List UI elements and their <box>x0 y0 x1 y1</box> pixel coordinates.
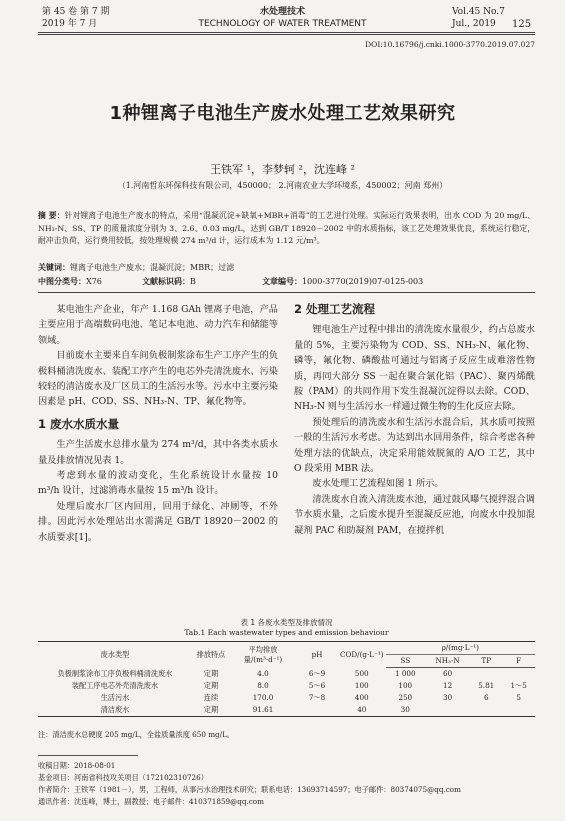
article-number-value: 1000-3770(2019)07-0125-003 <box>302 277 424 286</box>
section-2-paragraph-4: 清洗废水自流入清洗废水池，通过鼓风曝气搅拌混合调节水质水量，之后废水提升至混凝反应池，向废水中投加混凝剂 PAC 和助凝剂 PAM，在搅拌机 <box>294 493 535 536</box>
section-1-paragraph-1: 生产生活废水总排水量为 274 m³/d，其中各类水质水量及排放情况见表 1。 <box>38 439 278 466</box>
header-f: F <box>502 655 535 668</box>
page-number: 125 <box>512 19 532 30</box>
section-1-heading: 1 废水水质水量 <box>38 416 120 431</box>
cell-type: 清洁废水 <box>38 704 192 717</box>
cell-ph <box>296 704 338 717</box>
right-column <box>294 302 535 538</box>
section-2-heading: 2 处理工艺流程 <box>294 302 376 316</box>
cell-pattern: 定期 <box>192 704 230 717</box>
doi: DOI:10.16796/j.cnki.1000-3770.2019.07.027 <box>365 40 535 49</box>
section-2-paragraph-3: 废水处理工艺流程如图 1 所示。 <box>312 478 444 490</box>
cell-tp <box>470 704 502 717</box>
corresponding-author: 通讯作者：沈连峰，博士，副教授；电子邮件：410371859@qq.com <box>38 797 264 806</box>
cell-type: 装配工序电芯外壳清洗废水 <box>71 681 159 690</box>
table-row <box>38 692 535 704</box>
cell-nh3n <box>425 704 470 717</box>
cell-ph: 5～6 <box>308 681 326 690</box>
authors: 王铁军 ¹，李梦轲 ²，沈连峰 ² <box>210 163 355 176</box>
cell-cod: 400 <box>354 693 369 702</box>
cell-nh3n: 60 <box>443 669 453 678</box>
header-journal-cn: 水处理技术 <box>259 7 305 17</box>
abstract-rule <box>38 292 535 293</box>
abstract <box>38 210 535 248</box>
cell-type: 生活污水 <box>100 693 130 702</box>
cell-flow: 170.0 <box>252 693 274 702</box>
cell-nh3n: 30 <box>443 693 453 702</box>
fund-project: 基金项目：河南省科技攻关项目（172102310726） <box>38 773 208 782</box>
cell-flow: 8.0 <box>257 681 269 690</box>
table-caption-en: Tab.1 Each wastewater types and emission behaviour <box>184 628 389 637</box>
abstract-label: 摘 要： <box>38 211 65 220</box>
doc-code-value: B <box>190 277 196 286</box>
cell-ph: 6～9 <box>308 668 326 678</box>
cell-tp: 5.81 <box>478 681 495 690</box>
header-pattern: 排放特点 <box>192 642 230 668</box>
header-journal-en: TECHNOLOGY OF WATER TREATMENT <box>198 19 367 29</box>
table-row <box>38 668 535 681</box>
header-tp: TP <box>470 655 502 668</box>
cell-f <box>502 704 535 717</box>
header-date-en: Jul., 2019 <box>452 19 496 29</box>
cell-pattern: 定期 <box>203 668 219 678</box>
table-row <box>38 704 535 717</box>
cell-flow: 4.0 <box>257 668 269 678</box>
cell-tp <box>470 668 502 681</box>
header-rule-2 <box>38 34 535 35</box>
cell-ph: 7～8 <box>308 693 326 702</box>
table-note: 注：清洁废水总硬度 205 mg/L，全盐质量浓度 650 mg/L。 <box>38 730 234 739</box>
header-rule <box>38 32 535 33</box>
header-ss: SS <box>386 655 425 668</box>
cell-f <box>502 668 535 681</box>
cell-type: 负极制浆涂布工序负极料桶清洗废水 <box>57 668 173 678</box>
cell-cod: 40 <box>338 704 386 717</box>
article-number-label: 文章编号： <box>262 277 302 286</box>
cell-ss: 30 <box>386 704 425 717</box>
received-date: 收稿日期：2018-08-01 <box>38 761 116 770</box>
cell-pattern: 连续 <box>203 693 219 702</box>
article-number <box>262 276 423 288</box>
section-2-paragraph-1: 锂电池生产过程中排出的清洗废水量很少，约占总废水量的 5%，主要污染物为 COD、SS、NH₃-N、氟化物、磷等，氟化物、磷酸盐可通过与铝离子反应生成难溶性物质，再同大部分 SS 一起在聚合氯化铝（PAC）、聚丙烯酰胺（PAM）的共同作用下发生混凝沉淀得以去除。COD、NH₃-N 则与生活污水一样通过微生物的生化反应去除。 <box>294 324 535 413</box>
doc-code <box>142 276 196 288</box>
header-volume-cn: 第 45 卷 第 7 期 <box>42 7 110 17</box>
footnotes <box>38 760 535 808</box>
header-cod: COD/(g·L⁻¹) <box>338 642 386 668</box>
abstract-text: 针对锂离子电池生产废水的特点，采用“混凝沉淀+缺氧+MBR+消毒”的工艺进行处理。实际运行效果表明，出水 COD 为 20 mg/L、NH₃-N、SS、TP 的质量浓度分别为 3、2.6、0.03 mg/L，达到 GB/T 18920－2002 中的水质指标，该工艺处理效果优良，系统运行稳定，耐冲击负荷，运行费用较低，按处理规模 274 m³/d 计，运行成本为 1.12 元/m³。 <box>38 211 535 245</box>
cell-pattern: 定期 <box>203 681 219 690</box>
cell-f: 5 <box>516 693 521 702</box>
cell-nh3n: 12 <box>443 681 453 690</box>
clc-label: 中图分类号： <box>38 277 86 286</box>
clc-value: X76 <box>86 277 102 286</box>
header-flow: 平均排放量/(m³·d⁻¹) <box>230 642 296 668</box>
header-volume-en: Vol.45 No.7 <box>452 7 505 17</box>
header-type: 废水类型 <box>38 642 192 668</box>
section-2-paragraph-2: 预处理后的清洗废水和生活污水混合后，其水质可按照一般的生活污水考虑。为达到出水回用条件，综合考虑各种处理方法的优缺点，决定采用能效脱氮的 A/O 工艺，其中 O 段采用 MBR 法。 <box>294 416 535 475</box>
header-date-cn: 2019 年 7 月 <box>42 19 98 29</box>
cell-cod: 100 <box>354 681 369 690</box>
cell-f: 1～5 <box>510 681 527 690</box>
keywords-label: 关键词： <box>38 263 70 272</box>
doc-code-label: 文献标识码： <box>142 277 190 286</box>
header-ph: pH <box>296 642 338 668</box>
section-1-paragraph-3: 处理后废水厂区内回用，回用于绿化、冲厕等，不外排。因此污水处理站出水需满足 GB/T 18920－2002 的水质要求[1]。 <box>38 500 278 543</box>
table-caption-cn: 表 1 各废水类型及排放情况 <box>240 618 333 627</box>
keywords-text: 锂离子电池生产废水；混凝沉淀；MBR；过滤 <box>70 263 235 272</box>
cell-flow: 91.61 <box>230 704 296 717</box>
wastewater-table <box>38 641 535 717</box>
author-bio: 作者简介：王铁军（1981－），男，工程师，从事污水治理技术研究；联系电话：13693714597；电子邮件：80374075@qq.com <box>38 785 461 794</box>
article-title: 1种锂离子电池生产废水处理工艺效果研究 <box>109 103 456 124</box>
intro-paragraph-1: 某电池生产企业，年产 1.168 GAh 锂离子电池，产品主要应用于高端数码电池、笔记本电池、动力汽车和储能等领域。 <box>38 304 278 346</box>
affiliations: （1.河南哲东环保科技有限公司，450000； 2.河南农业大学环境系，450002；河南 郑州） <box>117 181 448 190</box>
table-row <box>38 680 535 692</box>
cell-ss: 250 <box>398 693 413 702</box>
cell-ss: 1 000 <box>394 669 416 678</box>
header-rho: ρ/(mg·L⁻¹) <box>386 642 535 655</box>
intro-paragraph-2: 目前废水主要来自车间负极制浆涂布生产工序产生的负极料桶清洗废水、装配工序产生的电芯外壳清洗废水、污染较轻的清洁废水及厂区员工的生活污水等。污水中主要污染因素是 pH、COD、SS、NH₃-N、TP、氟化物等。 <box>38 350 278 408</box>
header-nh3n: NH₃-N <box>425 655 470 668</box>
section-1-paragraph-2: 考虑到水量的波动变化，生化系统设计水量按 10 m³/h 设计，过滤消毒水量按 15 m³/h 设计。 <box>38 470 278 497</box>
footnote-rule <box>38 755 138 756</box>
cell-tp: 6 <box>483 693 489 702</box>
left-column <box>38 302 278 545</box>
cell-cod: 500 <box>354 668 369 678</box>
clc-number <box>38 276 102 288</box>
cell-ss: 100 <box>398 681 413 690</box>
keywords <box>38 262 234 274</box>
